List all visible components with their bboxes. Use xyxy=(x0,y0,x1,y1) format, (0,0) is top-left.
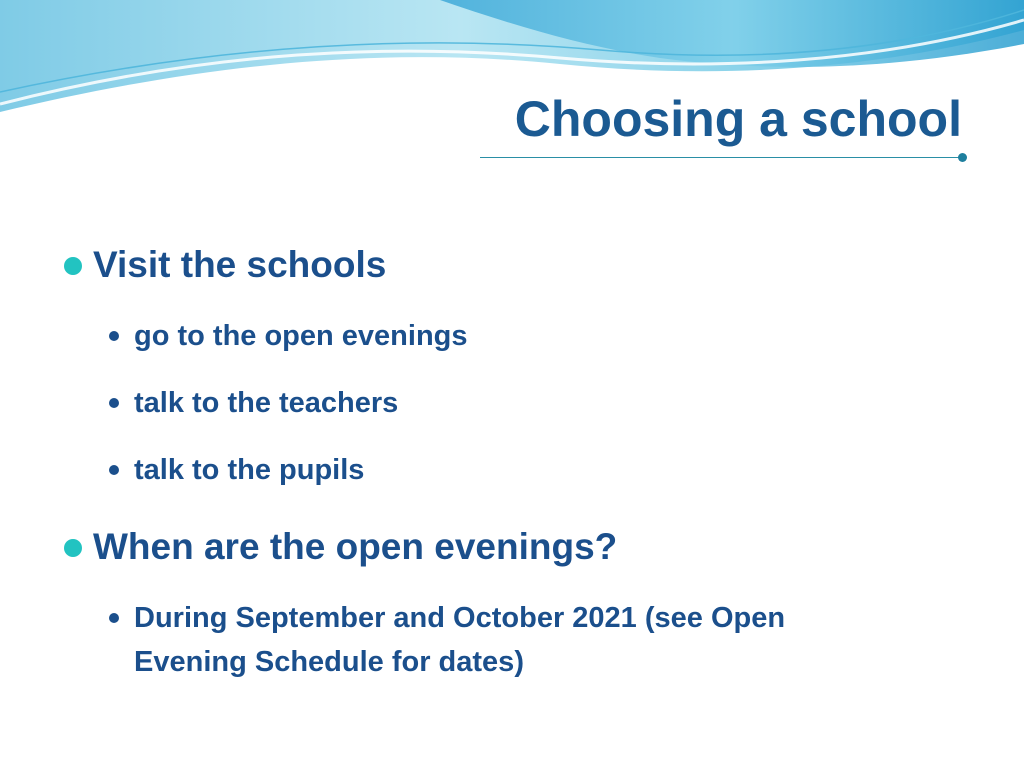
sub-bullet-text: talk to the pupils xyxy=(134,454,365,486)
title-underline xyxy=(480,157,962,158)
sub-bullet-teachers xyxy=(134,381,398,425)
secondary-bullet-dot xyxy=(109,613,119,623)
secondary-bullet-dot xyxy=(109,465,119,475)
secondary-bullet-dot xyxy=(109,398,119,408)
sub-bullet-pupils xyxy=(134,448,364,492)
primary-bullet-dot xyxy=(64,539,82,557)
sub-bullet-text: During September and October 2021 (see Open Evening Schedule for dates) xyxy=(134,602,786,678)
bullet-text: Visit the schools xyxy=(93,244,387,285)
sub-bullet-open-evenings xyxy=(134,314,468,358)
sub-bullet-text: go to the open evenings xyxy=(134,320,468,352)
bullet-visit-the-schools xyxy=(93,243,386,287)
sub-bullet-dates xyxy=(134,596,894,684)
primary-bullet-dot xyxy=(64,257,82,275)
secondary-bullet-dot xyxy=(109,331,119,341)
sub-bullet-text: talk to the teachers xyxy=(134,387,399,419)
title-underline-dot xyxy=(958,153,967,162)
slide-title: Choosing a school xyxy=(514,91,962,147)
bullet-text: When are the open evenings? xyxy=(93,526,618,567)
bullet-when-open-evenings xyxy=(93,525,617,569)
